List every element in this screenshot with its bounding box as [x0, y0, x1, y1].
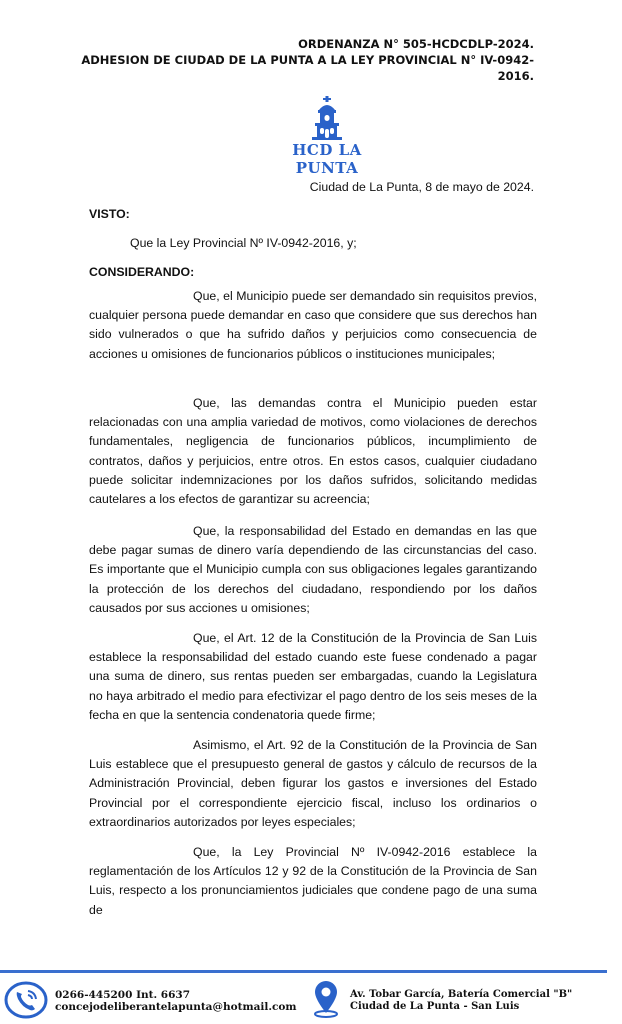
considerando-paragraph: Que, el Art. 12 de la Constitución de la Provincia de San Luis establece la responsabilidad del estado cuando este fuese condenado a pagar una suma de dinero, sus rentas pueden ser embargadas, cuando la Legislatura no haya arbitrado el medio para efectivizar el pago dentro de los seis meses de la fecha en que la sentencia condenatoria quede firme; [89, 631, 537, 722]
considerando-paragraph: Asimismo, el Art. 92 de la Constitución de la Provincia de San Luis establece que el presupuesto general de gastos y cálculo de recursos de la Administración Provincial, deben figurar los gastos e inversiones del Estado Provincial por el correspondiente ejercicio fiscal, incluso los ordinarios o extraordinarios autorizados por leyes especiales; [89, 738, 537, 829]
contact-info [55, 989, 297, 1013]
email-address: concejodeliberantelapunta@hotmail.com [55, 1001, 297, 1013]
address-line1: Av. Tobar García, Batería Comercial "B" [350, 989, 573, 1000]
ordinance-number: ORDENANZA N° 505-HCDCDLP-2024. [298, 37, 534, 51]
considerando-paragraph: Que, el Municipio puede ser demandado sin requisitos previos, cualquier persona puede demandar en caso que considere que sus derechos han sido vulnerados o que ha sufrido daños y perjuicios como consecuencia de acciones u omisiones de funcionarios públicos o instituciones municipales; [89, 289, 537, 361]
address-line2: Ciudad de La Punta - San Luis [350, 1001, 520, 1012]
phone-number: 0266-445200 Int. 6637 [55, 989, 191, 1001]
chapel-tower-icon [310, 96, 344, 140]
document-date: Ciudad de La Punta, 8 de mayo de 2024. [309, 180, 534, 194]
phone-icon [4, 981, 48, 1019]
hcd-logo [262, 96, 392, 177]
ordinance-title-line1: ADHESION DE CIUDAD DE LA PUNTA A LA LEY PROVINCIAL N° IV-0942- [81, 53, 534, 67]
visto-text: Que la Ley Provincial Nº IV-0942-2016, y; [130, 236, 357, 250]
considerando-heading: CONSIDERANDO: [89, 265, 195, 279]
visto-heading: VISTO: [89, 207, 130, 221]
document-header [81, 36, 534, 84]
document-footer [0, 980, 622, 1024]
considerando-paragraph: Que, la Ley Provincial Nº IV-0942-2016 establece la reglamentación de los Artículos 12 y 92 de la Constitución de la Provincia de San Luis, respecto a los pronunciamientos judiciales que condene pago de una suma de [89, 845, 537, 917]
logo-text: HCD LA PUNTA [292, 141, 362, 177]
address-info [350, 989, 572, 1013]
considerando-paragraph: Que, las demandas contra el Municipio pueden estar relacionadas con una amplia variedad de motivos, como violaciones de derechos fundamentales, negligencia de funcionarios públicos, incumplimiento de contratos, daños y perjuicios, entre otros. En estos casos, cualquier ciudadano puede solicitar indemnizaciones por los daños sufridos, solicitando medidas cautelares a los efectos de garantizar su acreencia; [89, 396, 537, 507]
footer-divider [0, 970, 607, 973]
considerando-paragraph: Que, la responsabilidad del Estado en demandas en las que debe pagar sumas de dinero varía dependiendo de las circunstancias del caso. Es importante que el Municipio cumpla con sus obligaciones legales garantizando la protección de los derechos del ciudadano, respondiendo por los daños causados por sus acciones u omisiones; [89, 524, 537, 615]
ordinance-title-line2: 2016. [497, 69, 534, 83]
location-pin-icon [312, 980, 340, 1018]
